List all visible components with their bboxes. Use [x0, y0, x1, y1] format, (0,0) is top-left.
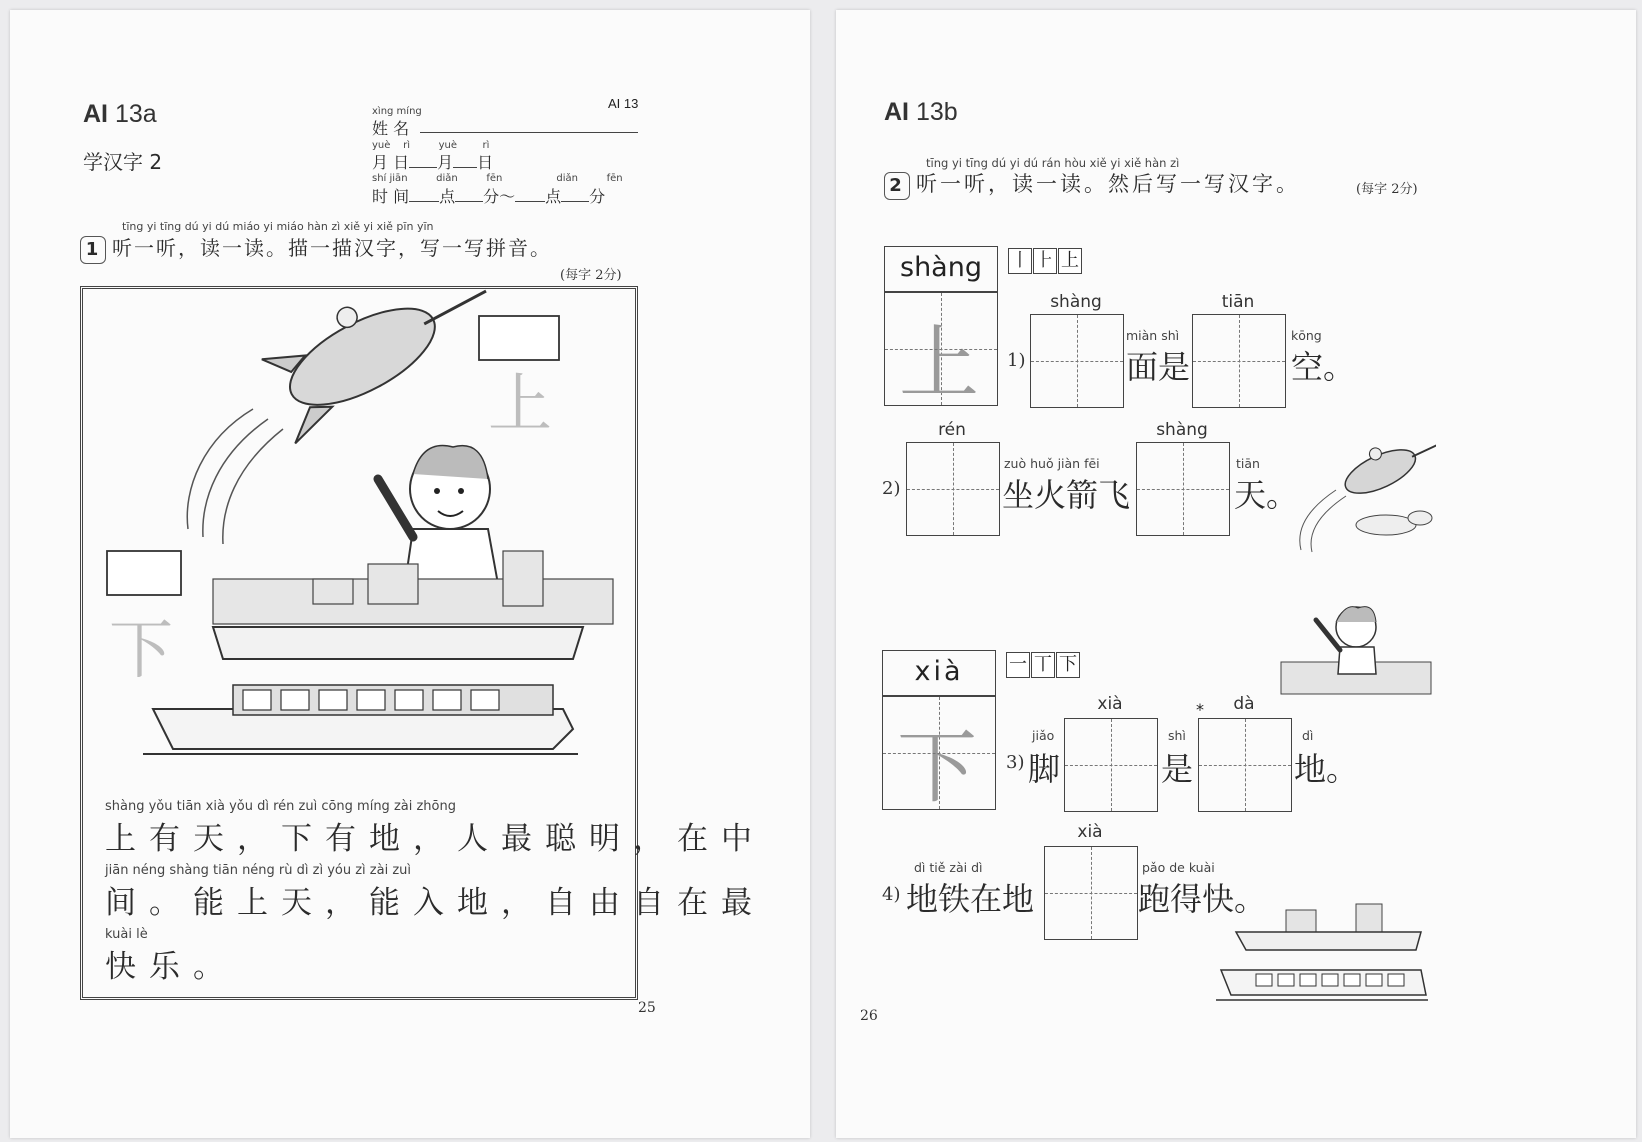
q1-number-badge: 1 — [80, 236, 106, 264]
s4-end-pinyin: pǎo de kuài — [1142, 860, 1215, 875]
s1-end-text: 空。 — [1291, 348, 1356, 386]
start-minute-field[interactable] — [455, 187, 483, 202]
poem-line-2-pinyin: jiān néng shàng tiān néng rù dì zì yóu zì zài zuì — [105, 863, 412, 878]
q2-number-badge: 2 — [884, 172, 910, 200]
q2-score: (每字 2分) — [1356, 182, 1418, 197]
xia-stroke-order: 一 丅 下 — [1006, 652, 1081, 678]
s1-box1-pinyin: shàng — [1050, 292, 1102, 312]
sentence-2-label: 2) — [882, 478, 901, 499]
page-number: 26 — [860, 1008, 878, 1024]
trace-char-down: 下 — [109, 614, 173, 688]
s3-box1-pinyin: xià — [1097, 694, 1123, 714]
end-hour-field[interactable] — [515, 187, 545, 202]
time-line: 时 间 点 分～ 点 分 — [372, 187, 606, 206]
s3-end-text: 地。 — [1294, 750, 1359, 788]
small-rocket-illustration — [1286, 430, 1436, 560]
s1-answer-box-2[interactable] — [1192, 314, 1286, 408]
xia-model-grid — [882, 696, 996, 814]
left-worksheet-page — [10, 10, 810, 1138]
s2-end-pinyin: tiān — [1236, 456, 1260, 471]
answer-box-down — [107, 551, 181, 595]
trace-char-up: 上 — [488, 368, 552, 442]
worksheet-title: 学汉字 2 — [83, 150, 163, 174]
shang-model-grid — [884, 292, 998, 410]
s1-mid-text: 面是 — [1126, 348, 1191, 386]
start-hour-field[interactable] — [409, 187, 439, 202]
worksheet-code: AI 13a — [83, 100, 157, 128]
name-pinyin: xìng míng — [372, 106, 422, 117]
s1-answer-box-1[interactable] — [1030, 314, 1124, 408]
illustration-frame — [80, 286, 765, 1000]
s3-star-mark: * — [1196, 700, 1204, 719]
s4-end-text: 跑得快。 — [1138, 880, 1267, 918]
page-number: 25 — [638, 1000, 656, 1016]
rocket-illustration — [250, 289, 507, 443]
date-pinyin: yuè rì yuè rì — [372, 140, 490, 151]
train-illustration — [143, 685, 578, 754]
s2-answer-box-1[interactable] — [906, 442, 1000, 536]
s3-start-text: 脚 — [1028, 750, 1061, 788]
s3-answer-box-1[interactable] — [1064, 718, 1158, 812]
worksheet-code: AI 13b — [884, 98, 958, 126]
s1-end-pinyin: kōng — [1291, 328, 1322, 343]
s3-mid-pinyin: shì — [1168, 728, 1186, 743]
q1-pinyin: tīng yi tīng dú yi dú miáo yi miáo hàn zì xiě yi xiě pīn yīn — [122, 220, 434, 233]
sentence-1-label: 1) — [1007, 350, 1026, 371]
time-pinyin: shí jiān diǎn fēn diǎn fēn — [372, 173, 623, 184]
xia-model-char: 下 — [897, 721, 977, 814]
q1-score: (每字 2分) — [560, 268, 622, 283]
shang-pinyin-box: shàng — [884, 246, 998, 292]
s3-start-pinyin: jiǎo — [1032, 728, 1055, 743]
small-train-illustration — [1216, 900, 1431, 1010]
q2-pinyin: tīng yi tīng dú yi dú rán hòu xiě yi xiě hàn zì — [926, 156, 1180, 170]
s2-mid-pinyin: zuò huǒ jiàn fēi — [1004, 456, 1100, 471]
s2-box1-pinyin: rén — [938, 420, 966, 440]
name-field[interactable] — [420, 116, 638, 133]
q1-instruction: 1 听一听，读一读。描一描汉字，写一写拼音。 — [80, 232, 552, 264]
poem-line-2: 间。能上天，能入地，自由自在最 — [105, 885, 765, 921]
overpass — [213, 627, 583, 659]
s3-end-pinyin: dì — [1302, 728, 1314, 743]
name-label: 姓 名 — [372, 119, 410, 138]
shang-stroke-order: 丨 ⺊ 上 — [1008, 248, 1083, 274]
poem-line-3-pinyin: kuài lè — [105, 927, 148, 942]
s4-answer-box[interactable] — [1044, 846, 1138, 940]
s3-mid-text: 是 — [1161, 750, 1194, 788]
s2-box2-pinyin: shàng — [1156, 420, 1208, 440]
poem-line-1: 上有天，下有地，人最聪明，在中 — [105, 821, 765, 857]
xia-pinyin-box: xià — [882, 650, 996, 696]
s4-box-pinyin: xià — [1077, 822, 1103, 842]
poem-line-1-pinyin: shàng yǒu tiān xià yǒu dì rén zuì cōng míng zài zhōng — [105, 799, 456, 814]
end-minute-field[interactable] — [561, 187, 589, 202]
s3-answer-box-2[interactable] — [1198, 718, 1292, 812]
month-field[interactable] — [409, 153, 437, 168]
s4-start-text: 地铁在地 — [906, 880, 1035, 918]
sentence-4-label: 4) — [882, 884, 901, 905]
small-boy-illustration — [1276, 592, 1436, 702]
s1-box2-pinyin: tiān — [1221, 292, 1255, 312]
sentence-3-label: 3) — [1006, 752, 1025, 773]
s1-mid-pinyin: miàn shì — [1126, 328, 1180, 343]
q2-instruction: 2 听一听，读一读。然后写一写汉字。 — [884, 168, 1300, 200]
s2-answer-box-2[interactable] — [1136, 442, 1230, 536]
s3-box2-pinyin: dà — [1233, 694, 1255, 714]
s2-mid-text: 坐火箭飞 — [1002, 476, 1131, 514]
right-worksheet-page — [836, 10, 1636, 1138]
day-field[interactable] — [453, 153, 477, 168]
poem-line-3: 快乐。 — [105, 949, 237, 985]
date-line: 月 日 月 日 — [372, 153, 494, 172]
s2-end-text: 天。 — [1234, 476, 1299, 514]
shang-model-char: 上 — [899, 317, 979, 410]
series-code: AI 13 — [608, 96, 639, 111]
s4-start-pinyin: dì tiě zài dì — [914, 860, 983, 875]
